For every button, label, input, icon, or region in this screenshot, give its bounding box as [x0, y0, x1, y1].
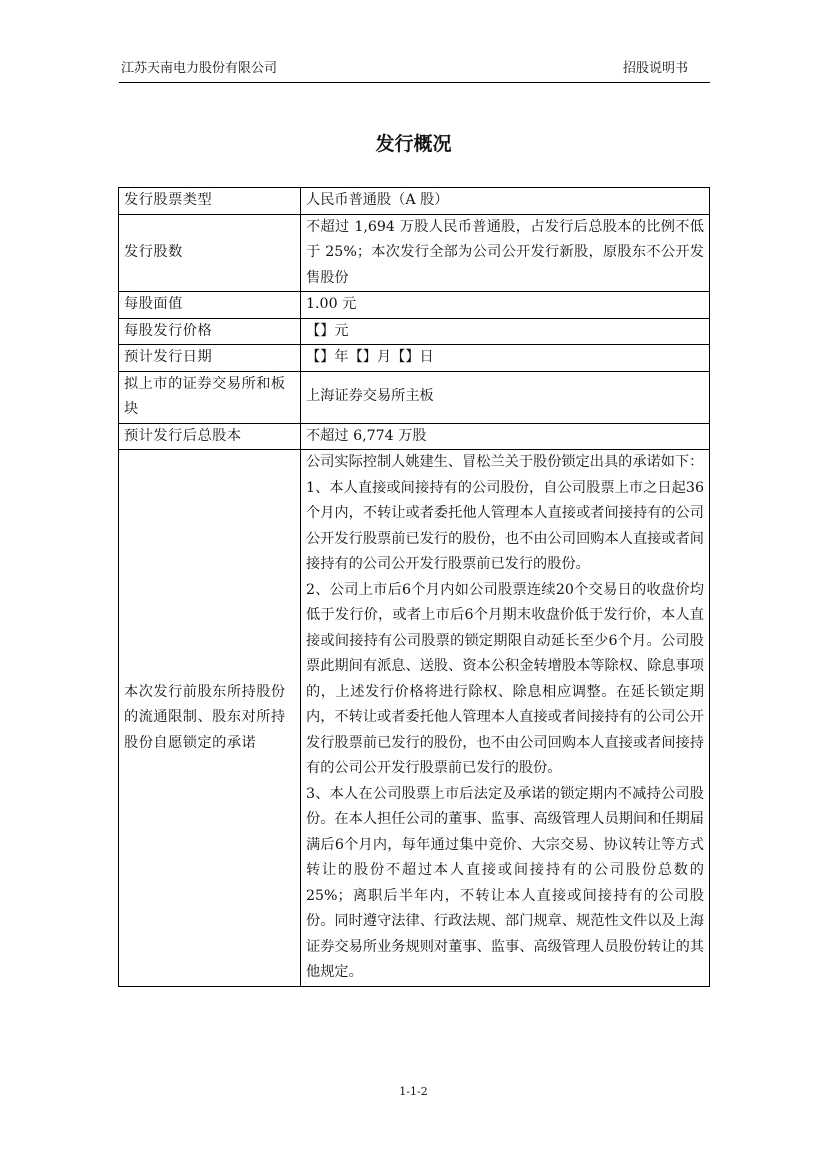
row-value: 不超过 1,694 万股人民币普通股，占发行后总股本的比例不低于 25%；本次发行全部为公司公开发行新股，原股东不公开发售股份 [301, 214, 710, 292]
table-row-share-count [119, 214, 710, 292]
table-row-issue-price [119, 318, 710, 345]
commitment-item-3: 3、本人在公司股票上市后法定及承诺的锁定期内不减持公司股份。在本人担任公司的董事、监事、高级管理人员期间和任期届满后6个月内，每年通过集中竞价、大宗交易、协议转让等方式转让的股份不超过本人直接或间接持有的公司股份总数的25%；离职后半年内，不转让本人直接或间接持有的公司股份。同时遵守法律、行政法规、部门规章、规范性文件以及上海证券交易所业务规则对董事、监事、高级管理人员股份转让的其他规定。 [306, 785, 704, 980]
row-label: 预计发行日期 [119, 345, 301, 372]
row-value: 上海证券交易所主板 [301, 371, 710, 423]
page-header [119, 58, 710, 83]
row-label: 每股发行价格 [119, 318, 301, 345]
row-label: 发行股票类型 [119, 188, 301, 215]
header-document-type: 招股说明书 [622, 61, 688, 76]
table-row-issue-date [119, 345, 710, 372]
row-label: 本次发行前股东所持股份的流通限制、股东对所持股份自愿锁定的承诺 [119, 450, 301, 987]
row-value: 不超过 6,774 万股 [301, 423, 710, 450]
header-company-name: 江苏天南电力股份有限公司 [121, 61, 278, 76]
row-label: 发行股数 [119, 214, 301, 292]
commitment-item-2: 2、公司上市后6个月内如公司股票连续20个交易日的收盘价均低于发行价，或者上市后6个月期末收盘价低于发行价，本人直接或间接持有公司股票的锁定期限自动延长至少6个月。公司股票此期间有派息、送股、资本公积金转增股本等除权、除息事项的，上述发行价格将进行除权、除息相应调整。在延长锁定期内，不转让或者委托他人管理本人直接或者间接持有的公司公开发行股票前已发行的股份，也不由公司回购本人直接或者间接持有的公司公开发行股票前已发行的股份。 [306, 581, 704, 776]
table-row-stock-type [119, 188, 710, 215]
row-label: 预计发行后总股本 [119, 423, 301, 450]
commitment-intro: 公司实际控制人姚建生、冒松兰关于股份锁定出具的承诺如下： [306, 454, 704, 470]
row-value: 1.00 元 [301, 292, 710, 319]
table-row-par-value [119, 292, 710, 319]
issuance-overview-table [118, 187, 710, 987]
page-title: 发行概况 [375, 133, 452, 155]
row-value: 【】年【】月【】日 [301, 345, 710, 372]
row-label: 每股面值 [119, 292, 301, 319]
row-value [301, 450, 710, 987]
row-value: 【】元 [301, 318, 710, 345]
page-number: 1-1-2 [399, 1085, 428, 1098]
row-value: 人民币普通股（A 股） [301, 188, 710, 215]
commitment-item-1: 1、本人直接或间接持有的公司股份，自公司股票上市之日起36个月内，不转让或者委托他人管理本人直接或者间接持有的公司公开发行股票前已发行的股份，也不由公司回购本人直接或者间接持有的公司公开发行股票前已发行的股份。 [306, 479, 704, 572]
table-row-total-shares [119, 423, 710, 450]
row-label: 拟上市的证券交易所和板块 [119, 371, 301, 423]
table-row-lockup-commitment [119, 450, 710, 987]
table-row-exchange-board [119, 371, 710, 423]
